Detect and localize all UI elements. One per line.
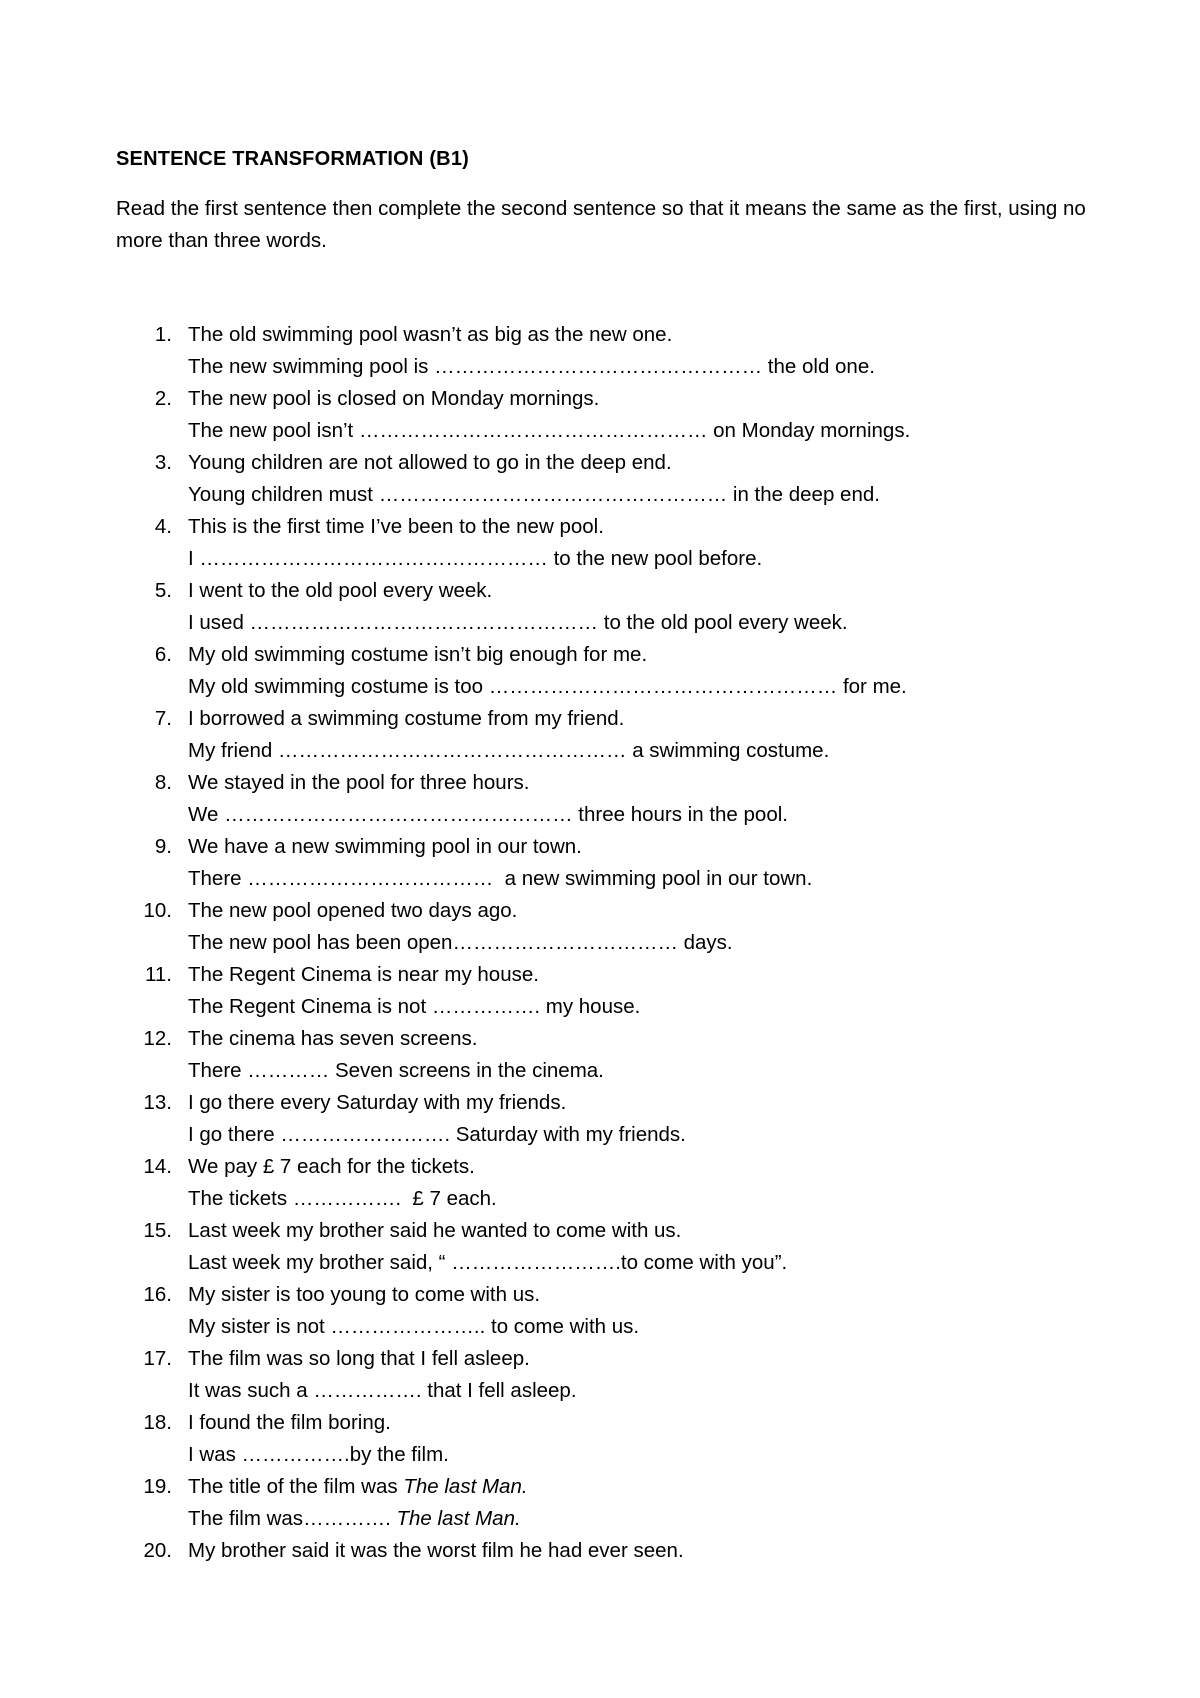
exercise-item [0, 511, 1200, 575]
original-sentence [188, 1343, 530, 1375]
transformed-sentence [188, 479, 880, 511]
transformed-sentence [188, 543, 762, 575]
transform-prefix: It was such a [188, 1379, 314, 1402]
transformed-sentence [188, 1311, 639, 1343]
transform-suffix: the old one. [762, 355, 875, 378]
transform-prefix: Young children must [188, 483, 379, 506]
item-number: 16. [143, 1283, 172, 1306]
transform-italic-suffix: The last Man. [396, 1507, 521, 1530]
original-sentence [188, 1535, 684, 1567]
exercise-item [0, 1407, 1200, 1471]
answer-blank[interactable]: ……………………………… [247, 867, 494, 890]
page-title: SENTENCE TRANSFORMATION (B1) [116, 148, 470, 170]
item-number: 19. [143, 1475, 172, 1498]
answer-blank[interactable]: …………………………………………… [199, 547, 548, 570]
exercise-item [0, 639, 1200, 703]
transformed-sentence [188, 351, 875, 383]
answer-blank[interactable]: …………………………… [452, 931, 678, 954]
sentence-text: I borrowed a swimming costume from my friend. [188, 707, 625, 730]
transform-suffix: on Monday mornings. [707, 419, 911, 442]
transform-suffix: in the deep end. [727, 483, 880, 506]
transform-prefix: We [188, 803, 225, 826]
transformed-sentence [188, 799, 788, 831]
original-sentence [188, 319, 672, 351]
original-sentence [188, 1279, 540, 1311]
transformed-sentence [188, 735, 829, 767]
sentence-text: The Regent Cinema is near my house. [188, 963, 539, 986]
exercise-item [0, 319, 1200, 383]
item-number: 10. [143, 899, 172, 922]
transform-prefix: The film was [188, 1507, 304, 1530]
transform-suffix: £ 7 each. [401, 1187, 497, 1210]
answer-blank[interactable]: …………………………………………… [488, 675, 838, 698]
transformed-sentence [188, 991, 640, 1023]
item-number: 6. [154, 643, 172, 666]
item-number: 4. [154, 515, 172, 538]
answer-blank[interactable]: ………………………………………… [434, 355, 763, 378]
transform-suffix: a new swimming pool in our town. [493, 867, 813, 890]
answer-blank[interactable]: ………… [247, 1059, 330, 1082]
transform-prefix: I go there [188, 1123, 281, 1146]
transform-prefix: There [188, 1059, 248, 1082]
sentence-text: The new pool is closed on Monday mornings. [188, 387, 600, 410]
sentence-text: I went to the old pool every week. [188, 579, 493, 602]
transform-prefix: My old swimming costume is too [188, 675, 489, 698]
answer-blank[interactable]: ……………. [241, 1443, 350, 1466]
exercise-item [0, 959, 1200, 1023]
sentence-text: We have a new swimming pool in our town. [188, 835, 582, 858]
transform-suffix: Seven screens in the cinema. [329, 1059, 604, 1082]
item-number: 3. [154, 451, 172, 474]
transform-suffix: Saturday with my friends. [450, 1123, 686, 1146]
transformed-sentence [188, 1375, 577, 1407]
transform-suffix: to the new pool before. [547, 547, 763, 570]
item-number: 20. [143, 1539, 172, 1562]
exercise-item [0, 1343, 1200, 1407]
transformed-sentence [188, 415, 910, 447]
exercise-item [0, 1215, 1200, 1279]
transform-suffix: three hours in the pool. [572, 803, 788, 826]
original-sentence [188, 1407, 391, 1439]
original-sentence [188, 895, 517, 927]
sentence-text: We stayed in the pool for three hours. [188, 771, 530, 794]
transformed-sentence [188, 607, 848, 639]
answer-blank[interactable]: …………………………………………… [249, 611, 599, 634]
sentence-text: I go there every Saturday with my friends. [188, 1091, 567, 1114]
item-number: 12. [143, 1027, 172, 1050]
sentence-text: The cinema has seven screens. [188, 1027, 478, 1050]
transformed-sentence [188, 671, 907, 703]
sentence-text: We pay £ 7 each for the tickets. [188, 1155, 475, 1178]
original-sentence [188, 703, 624, 735]
transform-suffix: to come with us. [485, 1315, 640, 1338]
sentence-text: Last week my brother said he wanted to come with us. [188, 1219, 682, 1242]
exercise-list [0, 319, 1200, 1599]
sentence-text: The title of the film was [188, 1475, 404, 1498]
answer-blank[interactable]: ……………………. [451, 1251, 621, 1274]
item-number: 1. [154, 323, 172, 346]
transform-prefix: The tickets [188, 1187, 293, 1210]
item-number: 18. [143, 1411, 172, 1434]
item-number: 11. [145, 963, 172, 986]
answer-blank[interactable]: ………………….. [330, 1315, 486, 1338]
transform-suffix: to come with you”. [620, 1251, 788, 1274]
sentence-text: My sister is too young to come with us. [188, 1283, 541, 1306]
answer-blank[interactable]: …………. [303, 1507, 391, 1530]
transformed-sentence [188, 1119, 686, 1151]
answer-blank[interactable]: …………………………………………… [378, 483, 728, 506]
transform-prefix: My sister is not [188, 1315, 331, 1338]
transform-suffix: my house. [540, 995, 641, 1018]
item-number: 17. [143, 1347, 172, 1370]
answer-blank[interactable]: ……………. [431, 995, 541, 1018]
exercise-item [0, 1023, 1200, 1087]
transform-suffix: by the film. [349, 1443, 449, 1466]
transform-prefix: Last week my brother said, “ [188, 1251, 452, 1274]
answer-blank[interactable]: ……………. [292, 1187, 402, 1210]
original-sentence [188, 1471, 528, 1503]
exercise-item [0, 1087, 1200, 1151]
transform-prefix: The new pool has been open [188, 931, 453, 954]
item-number: 2. [154, 387, 172, 410]
transformed-sentence [188, 1183, 497, 1215]
answer-blank[interactable]: ……………………. [280, 1123, 451, 1146]
exercise-item [0, 703, 1200, 767]
original-sentence [188, 447, 672, 479]
transform-prefix: I was [188, 1443, 242, 1466]
transform-prefix: I used [188, 611, 250, 634]
original-sentence [188, 767, 529, 799]
original-sentence [188, 831, 582, 863]
exercise-item [0, 1151, 1200, 1215]
sentence-text: This is the first time I’ve been to the new pool. [188, 515, 604, 538]
answer-blank[interactable]: …………………………………………… [224, 803, 573, 826]
sentence-text: My old swimming costume isn’t big enough for me. [188, 643, 648, 666]
transformed-sentence [188, 1055, 604, 1087]
transform-prefix: I [188, 547, 200, 570]
original-sentence [188, 1023, 477, 1055]
original-sentence [188, 1215, 681, 1247]
transformed-sentence [188, 927, 733, 959]
transform-prefix: There [188, 867, 248, 890]
item-number: 8. [154, 771, 172, 794]
original-sentence [188, 575, 492, 607]
item-number: 9. [154, 835, 172, 858]
original-sentence [188, 959, 539, 991]
item-number: 5. [154, 579, 172, 602]
transform-prefix: The new pool isn’t [188, 419, 359, 442]
original-sentence [188, 511, 604, 543]
transformed-sentence [188, 1503, 521, 1535]
answer-blank[interactable]: ……………. [313, 1379, 422, 1402]
answer-blank[interactable]: …………………………………………… [278, 739, 627, 762]
sentence-text: The film was so long that I fell asleep. [188, 1347, 530, 1370]
transform-suffix: a swimming costume. [626, 739, 830, 762]
transform-suffix: to the old pool every week. [598, 611, 848, 634]
item-number: 14. [143, 1155, 172, 1178]
item-number: 15. [143, 1219, 172, 1242]
transform-suffix: that I fell asleep. [421, 1379, 577, 1402]
sentence-text: The old swimming pool wasn’t as big as the new one. [188, 323, 673, 346]
item-number: 7. [154, 707, 172, 730]
transform-prefix: The new swimming pool is [188, 355, 435, 378]
original-sentence [188, 1151, 475, 1183]
instructions: Read the first sentence then complete the second sentence so that it means the same as the first, using no more than three words. [116, 197, 1086, 252]
answer-blank[interactable]: …………………………………………… [358, 419, 708, 442]
transformed-sentence [188, 863, 812, 895]
exercise-item [0, 1279, 1200, 1343]
transformed-sentence [188, 1247, 787, 1279]
transformed-sentence [188, 1439, 449, 1471]
exercise-item [0, 831, 1200, 895]
sentence-text: The new pool opened two days ago. [188, 899, 518, 922]
exercise-item [0, 1471, 1200, 1535]
sentence-text: My brother said it was the worst film he had ever seen. [188, 1539, 684, 1562]
sentence-italic-text: The last Man. [403, 1475, 528, 1498]
transform-prefix: The Regent Cinema is not [188, 995, 432, 1018]
transform-suffix: days. [677, 931, 733, 954]
exercise-item [0, 767, 1200, 831]
exercise-item [0, 575, 1200, 639]
transform-prefix: My friend [188, 739, 278, 762]
exercise-item [0, 1535, 1200, 1599]
sentence-text: I found the film boring. [188, 1411, 391, 1434]
exercise-item [0, 447, 1200, 511]
original-sentence [188, 639, 647, 671]
item-number: 13. [143, 1091, 172, 1114]
original-sentence [188, 1087, 566, 1119]
transform-suffix: for me. [837, 675, 907, 698]
exercise-item [0, 383, 1200, 447]
exercise-item [0, 895, 1200, 959]
original-sentence [188, 383, 599, 415]
sentence-text: Young children are not allowed to go in the deep end. [188, 451, 672, 474]
